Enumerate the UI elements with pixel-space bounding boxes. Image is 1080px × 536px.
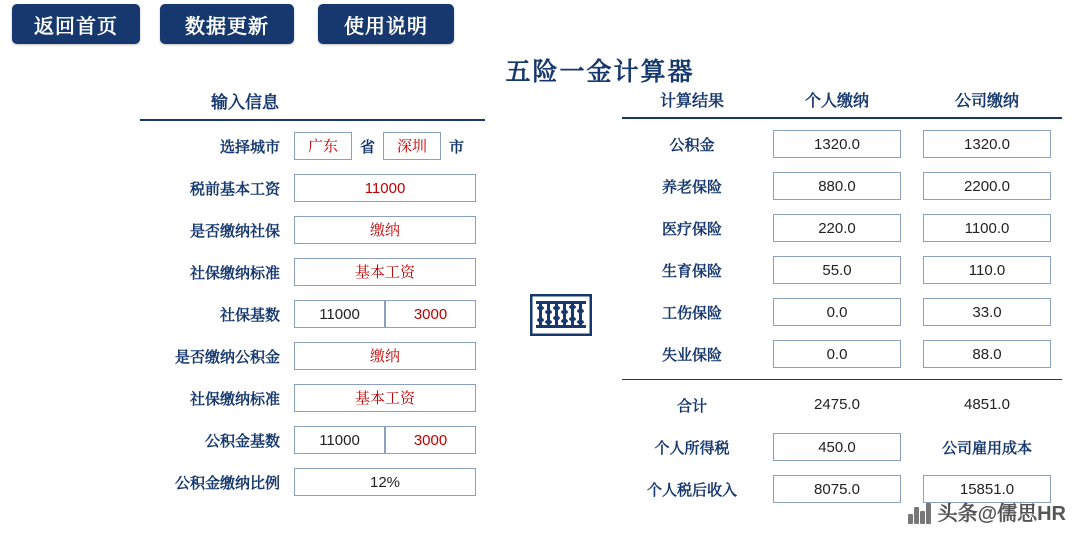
row-social-base [140,297,485,331]
pay-social-insurance-select[interactable]: 缴纳 [294,216,476,244]
row-social-standard [140,255,485,289]
row-fund-base [140,423,485,457]
cell-total-personal [762,391,912,419]
table-row [622,211,1062,245]
value-income-tax-personal: 450.0 [773,433,901,461]
label-fund-base: 公积金基数 [204,432,280,450]
top-nav-bar [0,0,1080,46]
value-unemployment-company: 88.0 [923,340,1051,368]
table-row-tax [622,430,1062,464]
value-maternity-personal: 55.0 [773,256,901,284]
row-label-income-tax: 个人所得税 [654,439,730,457]
label-fund-ratio: 公积金缴纳比例 [174,474,280,492]
province-input[interactable]: 广东 [294,132,352,160]
value-injury-personal: 0.0 [773,298,901,326]
input-panel-heading: 输入信息 [211,93,279,112]
pay-housing-fund-select[interactable]: 缴纳 [294,342,476,370]
table-row [622,127,1062,161]
total-divider [622,379,1062,380]
table-row [622,253,1062,287]
value-medical-personal: 220.0 [773,214,901,242]
fund-base-right-input[interactable]: 3000 [385,426,476,454]
cell-injury-personal [762,298,912,326]
fund-ratio-input[interactable]: 12% [294,468,476,496]
city-unit-label: 市 [449,138,465,156]
cell-unemployment-personal [762,340,912,368]
header-result: 计算结果 [659,93,724,110]
value-maternity-company: 110.0 [923,256,1051,284]
toutiao-logo-icon [907,500,931,524]
value-total-company: 4851.0 [964,396,1010,413]
result-panel-headers [622,88,1062,117]
header-company: 公司缴纳 [954,93,1019,110]
row-pretax-salary [140,171,485,205]
social-base-left-input[interactable]: 11000 [294,300,385,328]
social-standard-select[interactable]: 基本工资 [294,258,476,286]
social-base-right-input[interactable]: 3000 [385,300,476,328]
row-label-net-income: 个人税后收入 [646,481,737,499]
label-select-city: 选择城市 [219,138,280,156]
value-pension-personal: 880.0 [773,172,901,200]
row-label-housing-fund: 公积金 [669,136,715,154]
cell-pension-personal [762,172,912,200]
row-label-injury: 工伤保险 [661,304,722,322]
cell-pension-company [912,172,1062,200]
cell-maternity-personal [762,256,912,284]
cell-total-company [912,391,1062,419]
row-pay-housing-fund [140,339,485,373]
row-label-total: 合计 [676,397,707,415]
cell-income-tax-personal [762,433,912,461]
fund-base-left-input[interactable]: 11000 [294,426,385,454]
row-fund-standard [140,381,485,415]
row-pay-social-insurance [140,213,485,247]
label-social-base: 社保基数 [219,306,280,324]
label-pay-social-insurance: 是否缴纳社保 [189,222,280,240]
value-unemployment-personal: 0.0 [773,340,901,368]
instructions-button[interactable]: 使用说明 [318,4,454,44]
row-fund-ratio [140,465,485,499]
table-row [622,169,1062,203]
watermark [907,497,1066,526]
cell-housing-fund-company [912,130,1062,158]
cell-medical-personal [762,214,912,242]
value-injury-company: 33.0 [923,298,1051,326]
value-total-personal: 2475.0 [814,396,860,413]
value-housing-fund-personal: 1320.0 [773,130,901,158]
table-row [622,337,1062,371]
label-company-employment-cost: 公司雇用成本 [941,439,1032,457]
table-row [622,295,1062,329]
value-medical-company: 1100.0 [923,214,1051,242]
value-housing-fund-company: 1320.0 [923,130,1051,158]
header-personal: 个人缴纳 [804,93,869,110]
value-employment-cost: 15851.0 [923,475,1051,503]
input-panel [140,88,485,507]
cell-medical-company [912,214,1062,242]
value-net-income-personal: 8075.0 [773,475,901,503]
back-home-button[interactable]: 返回首页 [12,4,140,44]
page-title: 五险一金计算器 [505,58,695,86]
input-panel-divider [140,119,485,121]
label-pay-housing-fund: 是否缴纳公积金 [174,348,280,366]
label-pretax-salary: 税前基本工资 [189,180,280,198]
row-label-medical: 医疗保险 [661,220,722,238]
cell-housing-fund-personal [762,130,912,158]
data-update-button[interactable]: 数据更新 [160,4,294,44]
result-panel-divider [622,117,1062,119]
result-panel [622,88,1062,514]
cell-unemployment-company [912,340,1062,368]
row-label-pension: 养老保险 [661,178,722,196]
label-fund-standard: 社保缴纳标准 [189,390,280,408]
cell-injury-company [912,298,1062,326]
cell-net-income-personal [762,475,912,503]
row-select-city [140,129,485,163]
watermark-text: 头条@儒思HR [937,503,1066,525]
city-input[interactable]: 深圳 [383,132,441,160]
row-label-maternity: 生育保险 [661,262,722,280]
pretax-salary-input[interactable]: 11000 [294,174,476,202]
row-label-unemployment: 失业保险 [661,346,722,364]
fund-standard-select[interactable]: 基本工资 [294,384,476,412]
label-social-standard: 社保缴纳标准 [189,264,280,282]
value-pension-company: 2200.0 [923,172,1051,200]
cell-maternity-company [912,256,1062,284]
abacus-icon [530,294,592,336]
province-unit-label: 省 [360,138,376,156]
table-row-total [622,388,1062,422]
